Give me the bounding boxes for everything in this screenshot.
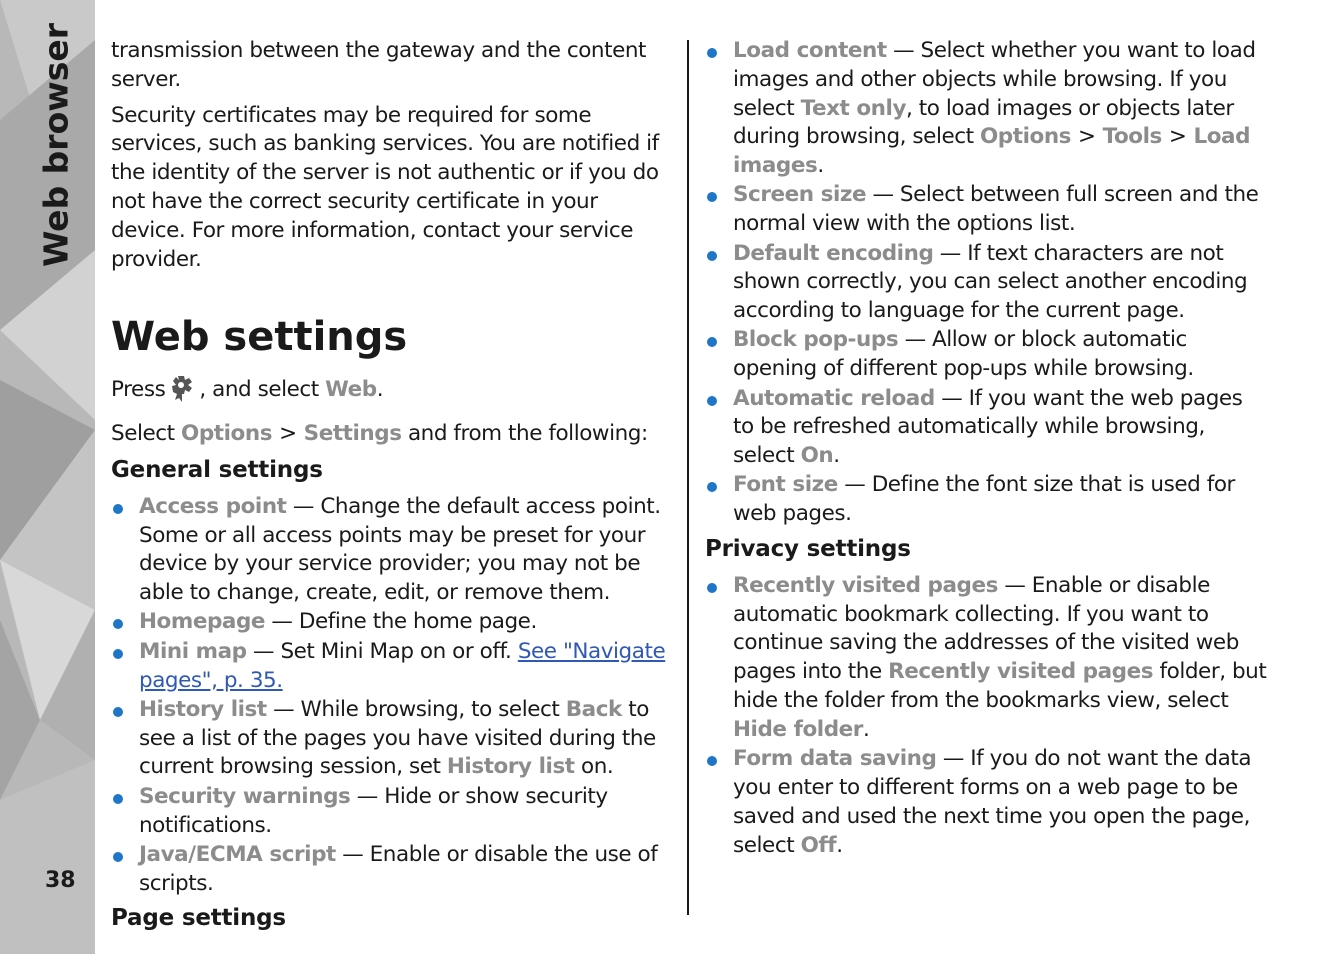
intro-paragraph: transmission between the gateway and the content server.	[111, 38, 647, 92]
list-item: Security warnings — Hide or show security notifications.	[111, 783, 677, 841]
section-title: Web browser	[36, 22, 76, 268]
page-number: 38	[45, 868, 76, 893]
list-item: Default encoding — If text characters are not shown correctly, you can select another encoding according to language for the current page.	[705, 240, 1267, 326]
list-item: Recently visited pages — Enable or disable automatic bookmark collecting. If you want to continue saving the addresses of the visited web pages into the Recently visited pages folder, but hide the folder from the bookmarks view, select Hide folder.	[705, 572, 1267, 745]
list-item: Block pop-ups — Allow or block automatic opening of different pop-ups while browsing.	[705, 326, 1267, 384]
web-option: Web	[325, 377, 377, 403]
list-item: Automatic reload — If you want the web pages to be refreshed automatically while browsing, select On.	[705, 385, 1267, 471]
general-settings-list	[111, 493, 677, 899]
select-instruction: Select Options > Settings and from the following:	[111, 421, 648, 447]
menu-key-icon	[169, 374, 195, 413]
list-item: Access point — Change the default access point. Some or all access points may be preset for your device by your service provider; you may not be able to change, create, edit, or remove them.	[111, 493, 677, 608]
press-instruction: Press , and select Web.	[111, 374, 677, 413]
security-paragraph: Security certificates may be required for some services, such as banking services. You are notified if the identity of the server is not authentic or if you do not have the correct security certificate in your device. For more information, contact your service provider.	[111, 102, 659, 272]
list-item: Homepage — Define the home page.	[111, 608, 677, 637]
privacy-settings-list	[705, 572, 1267, 860]
list-item: Screen size — Select between full screen and the normal view with the options list.	[705, 181, 1267, 239]
list-item: Form data saving — If you do not want the data you enter to different forms on a web page to be saved and used the next time you open the page, select Off.	[705, 745, 1267, 860]
page-settings-list	[705, 37, 1267, 529]
left-column	[111, 37, 677, 941]
list-item: Load content — Select whether you want to load images and other objects while browsing. If you select Text only, to load images or objects later during browsing, select Options > Tools > Load images.	[705, 37, 1267, 181]
list-item: Java/ECMA script — Enable or disable the use of scripts.	[111, 841, 677, 899]
sidebar	[0, 0, 95, 954]
list-item: Font size — Define the font size that is used for web pages.	[705, 471, 1267, 529]
right-column	[705, 37, 1267, 866]
general-settings-heading: General settings	[111, 456, 323, 483]
navigate-pages-link[interactable]: See "Navigate pages", p. 35.	[139, 638, 666, 693]
column-divider	[687, 40, 689, 915]
page-settings-heading: Page settings	[111, 905, 286, 932]
list-item: History list — While browsing, to select Back to see a list of the pages you have visited during the current browsing session, set History list on.	[111, 696, 677, 782]
page-title: Web settings	[111, 314, 408, 361]
list-item: Mini map — Set Mini Map on or off. See "Navigate pages", p. 35.	[111, 638, 677, 696]
privacy-settings-heading: Privacy settings	[705, 536, 911, 563]
